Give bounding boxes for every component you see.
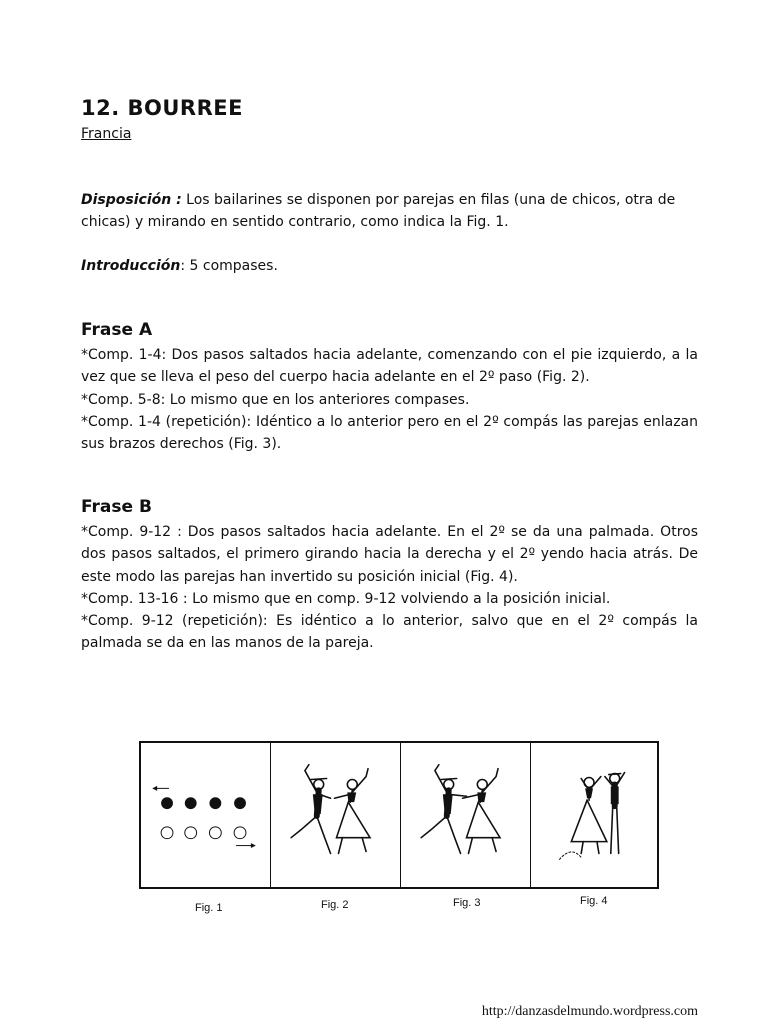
footer-url: http://danzasdelmundo.wordpress.com bbox=[481, 1004, 698, 1019]
frase-a-line: *Comp. 5-8: Lo mismo que en los anteriores compases. bbox=[81, 391, 470, 408]
frase-b-body bbox=[81, 521, 698, 655]
frase-a-body bbox=[81, 344, 698, 455]
fig-1-caption: Fig. 1 bbox=[195, 902, 223, 914]
frase-a-line: *Comp. 1-4 (repetición): Idéntico a lo anterior pero en el 2º compás las parejas enlazan sus brazos derechos (Fig. 3). bbox=[81, 413, 698, 453]
disposicion-paragraph bbox=[81, 189, 698, 234]
frase-b-line: *Comp. 13-16 : Lo mismo que en comp. 9-12 volviendo a la posición inicial. bbox=[81, 590, 611, 607]
disposicion-label: Disposición : bbox=[81, 192, 182, 208]
disposicion-text: Los bailarines se disponen por parejas en filas (una de chicos, otra de chicas) y mirando en sentido contrario, como indica la Fig. 1. bbox=[81, 192, 676, 231]
dancing-couple-illustration bbox=[271, 743, 400, 887]
figures-strip bbox=[139, 741, 659, 889]
arrow-right-icon bbox=[251, 843, 256, 848]
country-subtitle: Francia bbox=[81, 126, 132, 142]
dancing-couple-linked-arms-illustration bbox=[401, 743, 530, 887]
formation-diagram bbox=[141, 743, 270, 887]
page-title: 12. BOURREE bbox=[81, 96, 243, 120]
fig-1-panel bbox=[141, 743, 271, 887]
frase-a-line: *Comp. 1-4: Dos pasos saltados hacia adelante, comenzando con el pie izquierdo, a la vez que se lleva el peso del cuerpo hacia adelante en el 2º paso (Fig. 2). bbox=[81, 347, 698, 386]
fig-3-caption: Fig. 3 bbox=[453, 897, 481, 909]
frase-b-heading: Frase B bbox=[81, 497, 152, 517]
clapping-couple-illustration bbox=[531, 743, 657, 887]
frase-b-line: *Comp. 9-12 (repetición): Es idéntico a lo anterior, salvo que en el 2º compás la palmada se da en las manos de la pareja. bbox=[81, 613, 698, 652]
frase-a-heading: Frase A bbox=[81, 320, 153, 340]
fig-4-panel bbox=[531, 743, 657, 887]
fig-2-panel bbox=[271, 743, 401, 887]
arrow-left-icon bbox=[152, 786, 157, 791]
fig-3-panel bbox=[401, 743, 531, 887]
introduccion-paragraph bbox=[81, 255, 698, 277]
fig-2-caption: Fig. 2 bbox=[321, 899, 349, 911]
frase-b-line: *Comp. 9-12 : Dos pasos saltados hacia adelante. En el 2º se da una palmada. Otros dos pasos saltados, el primero girando hacia la derecha y el 2º yendo hacia atrás. De este modo las parejas han invertido su posición inicial (Fig. 4). bbox=[81, 524, 698, 585]
fig-4-caption: Fig. 4 bbox=[580, 895, 608, 907]
introduccion-text: : 5 compases. bbox=[180, 258, 278, 274]
introduccion-label: Introducción bbox=[81, 258, 181, 274]
